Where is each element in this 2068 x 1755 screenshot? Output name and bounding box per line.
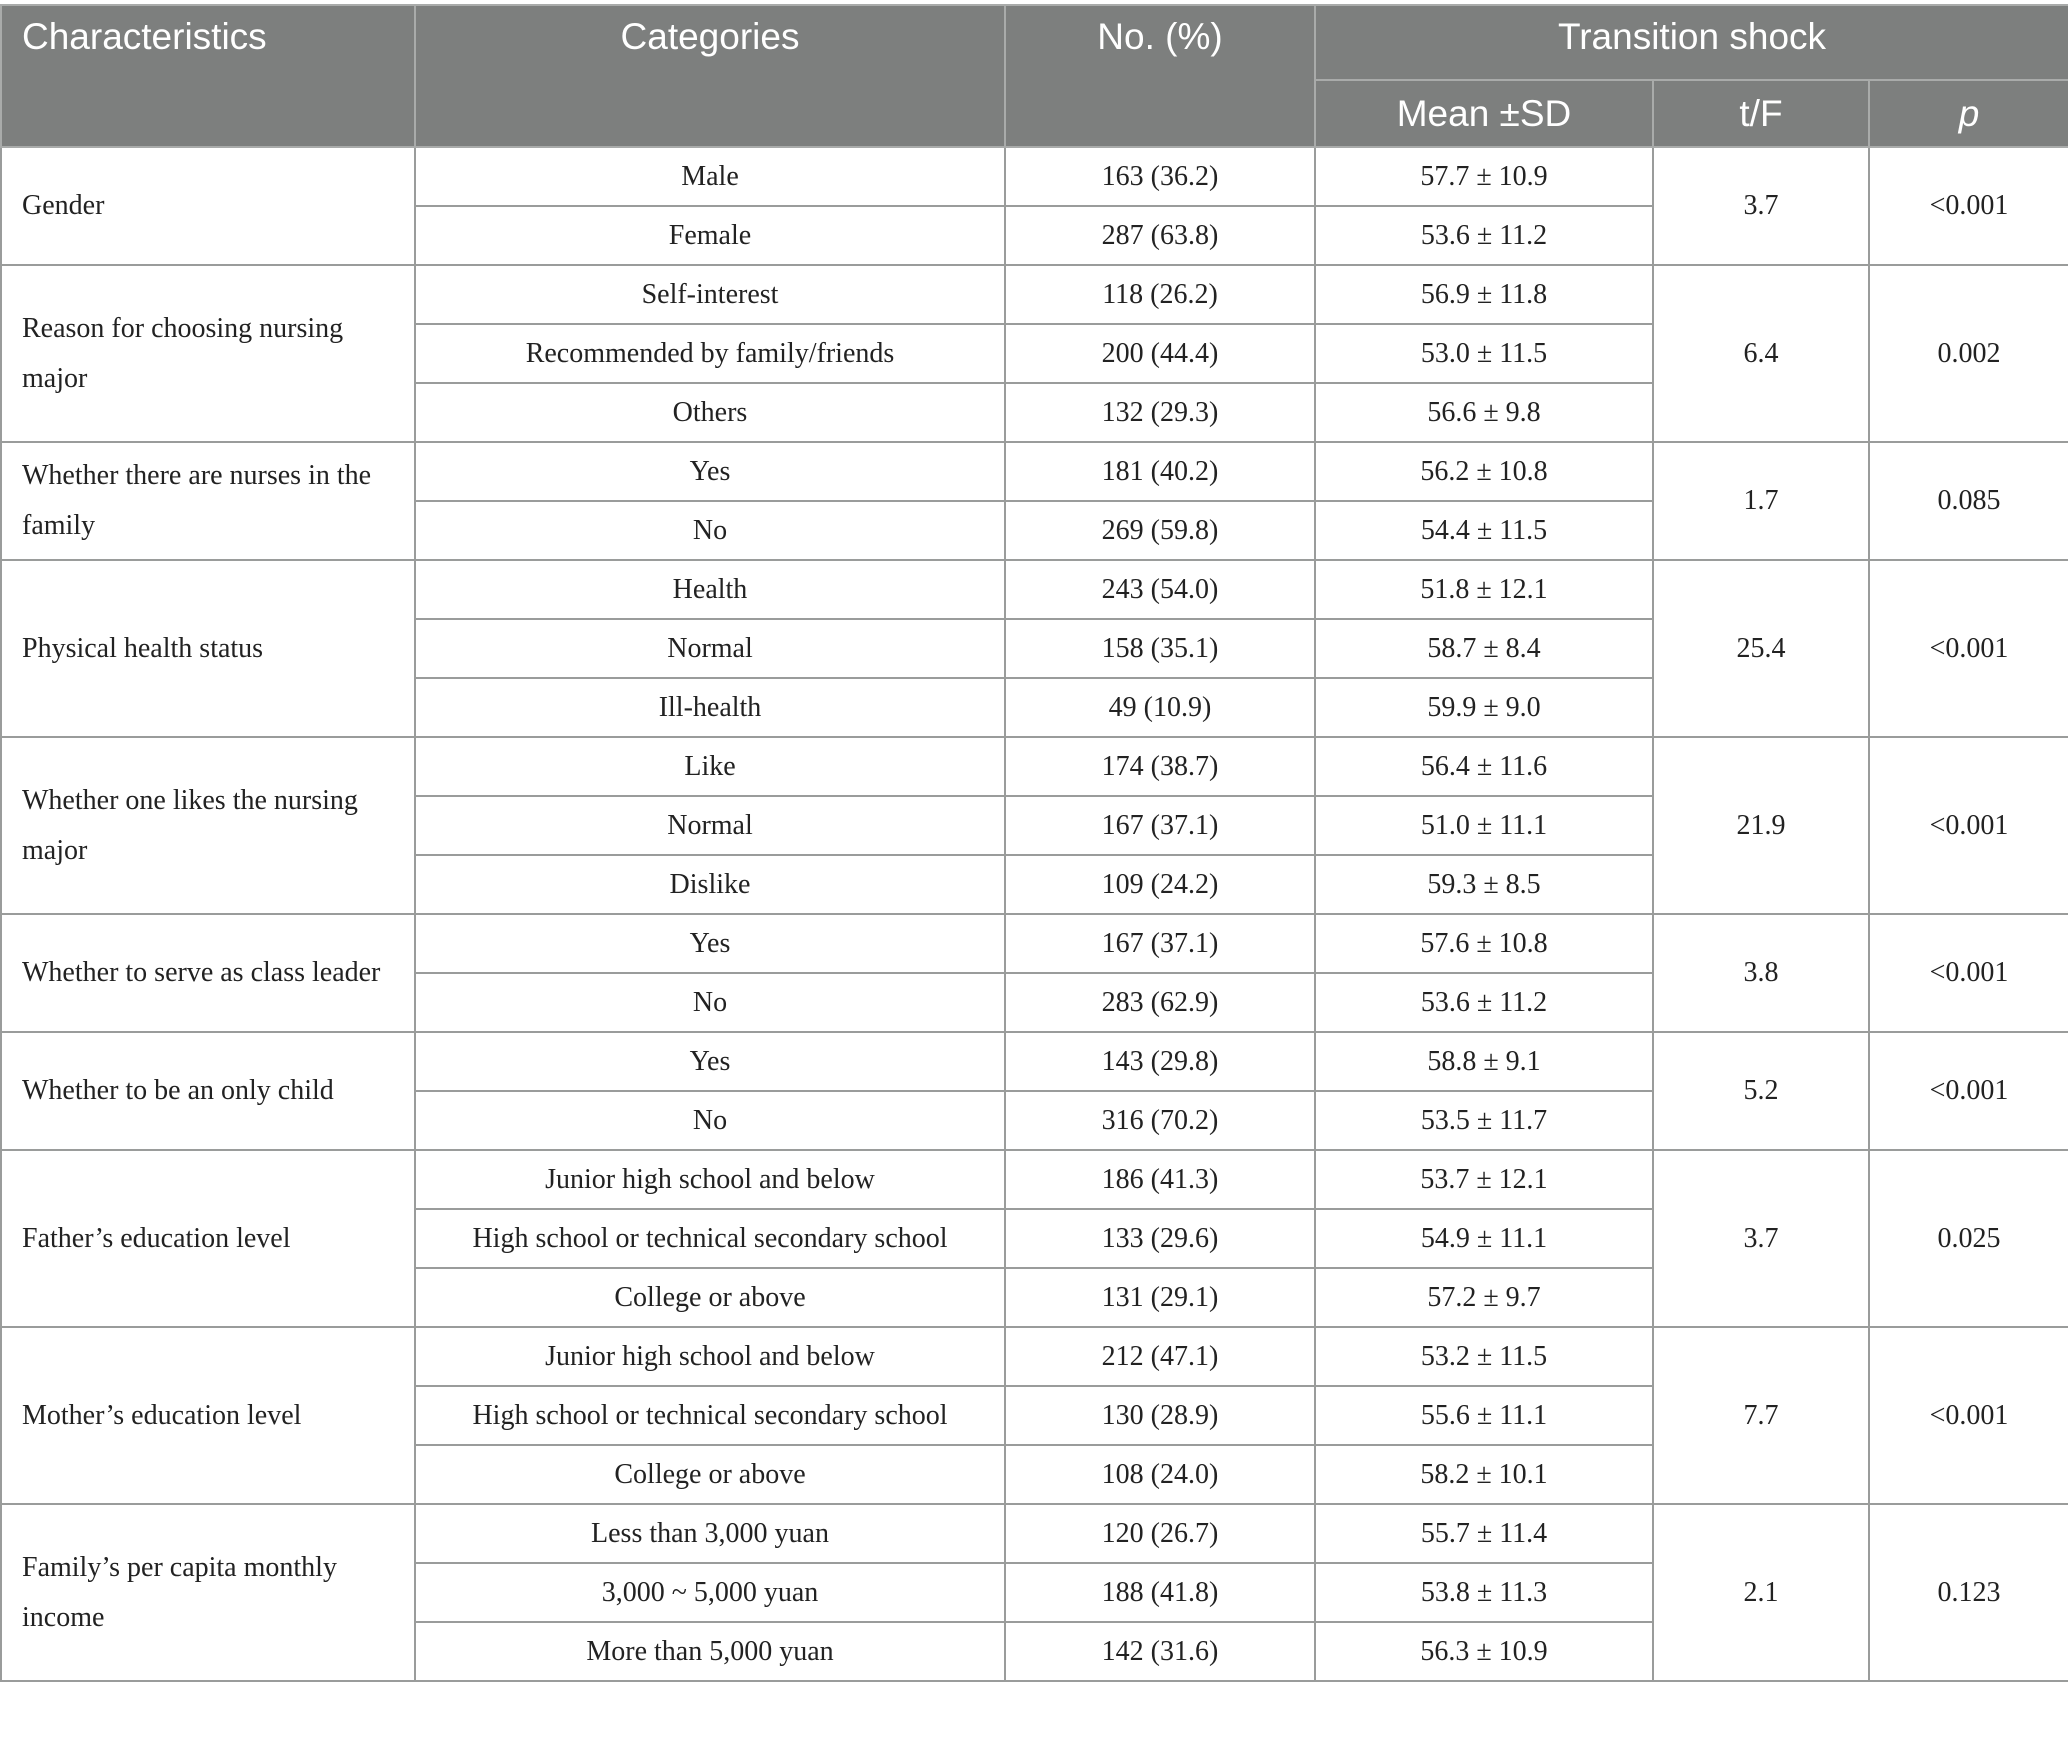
category-cell: Self-interest xyxy=(415,265,1005,324)
mean-sd-cell: 58.8 ± 9.1 xyxy=(1315,1032,1653,1091)
category-cell: Yes xyxy=(415,442,1005,501)
mean-sd-cell: 56.4 ± 11.6 xyxy=(1315,737,1653,796)
count-percent-cell: 131 (29.1) xyxy=(1005,1268,1315,1327)
mean-sd-cell: 59.3 ± 8.5 xyxy=(1315,855,1653,914)
p-value-cell: 0.085 xyxy=(1869,442,2068,560)
header-transition-shock: Transition shock xyxy=(1315,5,2068,80)
count-percent-cell: 132 (29.3) xyxy=(1005,383,1315,442)
p-value-cell: <0.001 xyxy=(1869,1327,2068,1504)
mean-sd-cell: 55.7 ± 11.4 xyxy=(1315,1504,1653,1563)
count-percent-cell: 243 (54.0) xyxy=(1005,560,1315,619)
header-tf: t/F xyxy=(1653,80,1869,147)
category-cell: Yes xyxy=(415,914,1005,973)
tf-cell: 21.9 xyxy=(1653,737,1869,914)
p-value-cell: 0.025 xyxy=(1869,1150,2068,1327)
category-cell: College or above xyxy=(415,1268,1005,1327)
count-percent-cell: 186 (41.3) xyxy=(1005,1150,1315,1209)
mean-sd-cell: 55.6 ± 11.1 xyxy=(1315,1386,1653,1445)
table-row xyxy=(1,1032,2068,1091)
count-percent-cell: 287 (63.8) xyxy=(1005,206,1315,265)
table-row xyxy=(1,914,2068,973)
count-percent-cell: 49 (10.9) xyxy=(1005,678,1315,737)
mean-sd-cell: 51.0 ± 11.1 xyxy=(1315,796,1653,855)
characteristic-cell: Whether one likes the nursing major xyxy=(1,737,415,914)
tf-cell: 3.8 xyxy=(1653,914,1869,1032)
category-cell: No xyxy=(415,973,1005,1032)
data-table xyxy=(0,4,2068,1682)
count-percent-cell: 109 (24.2) xyxy=(1005,855,1315,914)
tf-cell: 3.7 xyxy=(1653,147,1869,265)
table-container xyxy=(0,4,2068,1682)
header-p xyxy=(1869,80,2068,147)
count-percent-cell: 167 (37.1) xyxy=(1005,914,1315,973)
table-row xyxy=(1,560,2068,619)
tf-cell: 5.2 xyxy=(1653,1032,1869,1150)
mean-sd-cell: 59.9 ± 9.0 xyxy=(1315,678,1653,737)
table-row xyxy=(1,1327,2068,1386)
characteristic-cell: Gender xyxy=(1,147,415,265)
category-cell: Normal xyxy=(415,619,1005,678)
mean-sd-cell: 53.8 ± 11.3 xyxy=(1315,1563,1653,1622)
mean-sd-cell: 58.2 ± 10.1 xyxy=(1315,1445,1653,1504)
p-value-cell: <0.001 xyxy=(1869,737,2068,914)
mean-sd-cell: 58.7 ± 8.4 xyxy=(1315,619,1653,678)
mean-sd-cell: 56.2 ± 10.8 xyxy=(1315,442,1653,501)
table-row xyxy=(1,147,2068,206)
tf-cell: 3.7 xyxy=(1653,1150,1869,1327)
category-cell: Ill-health xyxy=(415,678,1005,737)
count-percent-cell: 142 (31.6) xyxy=(1005,1622,1315,1681)
count-percent-cell: 163 (36.2) xyxy=(1005,147,1315,206)
count-percent-cell: 188 (41.8) xyxy=(1005,1563,1315,1622)
table-row xyxy=(1,737,2068,796)
count-percent-cell: 130 (28.9) xyxy=(1005,1386,1315,1445)
p-value-cell: <0.001 xyxy=(1869,914,2068,1032)
characteristic-cell: Whether to be an only child xyxy=(1,1032,415,1150)
mean-sd-cell: 57.6 ± 10.8 xyxy=(1315,914,1653,973)
category-cell: High school or technical secondary school xyxy=(415,1386,1005,1445)
category-cell: Male xyxy=(415,147,1005,206)
header-categories: Categories xyxy=(415,5,1005,147)
mean-sd-cell: 54.4 ± 11.5 xyxy=(1315,501,1653,560)
count-percent-cell: 200 (44.4) xyxy=(1005,324,1315,383)
table-row xyxy=(1,1504,2068,1563)
table-header xyxy=(1,5,2068,147)
mean-sd-cell: 53.6 ± 11.2 xyxy=(1315,973,1653,1032)
tf-cell: 25.4 xyxy=(1653,560,1869,737)
count-percent-cell: 283 (62.9) xyxy=(1005,973,1315,1032)
header-characteristics: Characteristics xyxy=(1,5,415,147)
table-row xyxy=(1,1150,2068,1209)
category-cell: Junior high school and below xyxy=(415,1327,1005,1386)
category-cell: Female xyxy=(415,206,1005,265)
mean-sd-cell: 53.5 ± 11.7 xyxy=(1315,1091,1653,1150)
mean-sd-cell: 56.3 ± 10.9 xyxy=(1315,1622,1653,1681)
tf-cell: 2.1 xyxy=(1653,1504,1869,1681)
category-cell: Yes xyxy=(415,1032,1005,1091)
category-cell: 3,000 ~ 5,000 yuan xyxy=(415,1563,1005,1622)
header-p-label: p xyxy=(1958,92,1980,134)
category-cell: Others xyxy=(415,383,1005,442)
category-cell: More than 5,000 yuan xyxy=(415,1622,1005,1681)
count-percent-cell: 167 (37.1) xyxy=(1005,796,1315,855)
p-value-cell: 0.002 xyxy=(1869,265,2068,442)
count-percent-cell: 120 (26.7) xyxy=(1005,1504,1315,1563)
category-cell: High school or technical secondary school xyxy=(415,1209,1005,1268)
table-body xyxy=(1,147,2068,1681)
table-row xyxy=(1,265,2068,324)
characteristic-cell: Mother’s education level xyxy=(1,1327,415,1504)
category-cell: Normal xyxy=(415,796,1005,855)
tf-cell: 7.7 xyxy=(1653,1327,1869,1504)
characteristic-cell: Whether to serve as class leader xyxy=(1,914,415,1032)
count-percent-cell: 174 (38.7) xyxy=(1005,737,1315,796)
p-value-cell: <0.001 xyxy=(1869,147,2068,265)
count-percent-cell: 108 (24.0) xyxy=(1005,1445,1315,1504)
count-percent-cell: 133 (29.6) xyxy=(1005,1209,1315,1268)
characteristic-cell: Physical health status xyxy=(1,560,415,737)
header-no-pct: No. (%) xyxy=(1005,5,1315,147)
p-value-cell: <0.001 xyxy=(1869,1032,2068,1150)
mean-sd-cell: 57.2 ± 9.7 xyxy=(1315,1268,1653,1327)
mean-sd-cell: 53.7 ± 12.1 xyxy=(1315,1150,1653,1209)
category-cell: No xyxy=(415,1091,1005,1150)
mean-sd-cell: 54.9 ± 11.1 xyxy=(1315,1209,1653,1268)
count-percent-cell: 181 (40.2) xyxy=(1005,442,1315,501)
p-value-cell: 0.123 xyxy=(1869,1504,2068,1681)
mean-sd-cell: 57.7 ± 10.9 xyxy=(1315,147,1653,206)
category-cell: College or above xyxy=(415,1445,1005,1504)
characteristic-cell: Father’s education level xyxy=(1,1150,415,1327)
tf-cell: 1.7 xyxy=(1653,442,1869,560)
mean-sd-cell: 53.2 ± 11.5 xyxy=(1315,1327,1653,1386)
category-cell: Less than 3,000 yuan xyxy=(415,1504,1005,1563)
mean-sd-cell: 51.8 ± 12.1 xyxy=(1315,560,1653,619)
characteristic-cell: Whether there are nurses in the family xyxy=(1,442,415,560)
table-row xyxy=(1,442,2068,501)
mean-sd-cell: 56.6 ± 9.8 xyxy=(1315,383,1653,442)
category-cell: Dislike xyxy=(415,855,1005,914)
count-percent-cell: 158 (35.1) xyxy=(1005,619,1315,678)
category-cell: Like xyxy=(415,737,1005,796)
characteristic-cell: Reason for choosing nursing major xyxy=(1,265,415,442)
characteristic-cell: Family’s per capita monthly income xyxy=(1,1504,415,1681)
mean-sd-cell: 56.9 ± 11.8 xyxy=(1315,265,1653,324)
category-cell: No xyxy=(415,501,1005,560)
count-percent-cell: 143 (29.8) xyxy=(1005,1032,1315,1091)
header-mean-sd: Mean ±SD xyxy=(1315,80,1653,147)
category-cell: Recommended by family/friends xyxy=(415,324,1005,383)
category-cell: Health xyxy=(415,560,1005,619)
p-value-cell: <0.001 xyxy=(1869,560,2068,737)
tf-cell: 6.4 xyxy=(1653,265,1869,442)
mean-sd-cell: 53.6 ± 11.2 xyxy=(1315,206,1653,265)
category-cell: Junior high school and below xyxy=(415,1150,1005,1209)
mean-sd-cell: 53.0 ± 11.5 xyxy=(1315,324,1653,383)
count-percent-cell: 316 (70.2) xyxy=(1005,1091,1315,1150)
count-percent-cell: 269 (59.8) xyxy=(1005,501,1315,560)
count-percent-cell: 118 (26.2) xyxy=(1005,265,1315,324)
count-percent-cell: 212 (47.1) xyxy=(1005,1327,1315,1386)
